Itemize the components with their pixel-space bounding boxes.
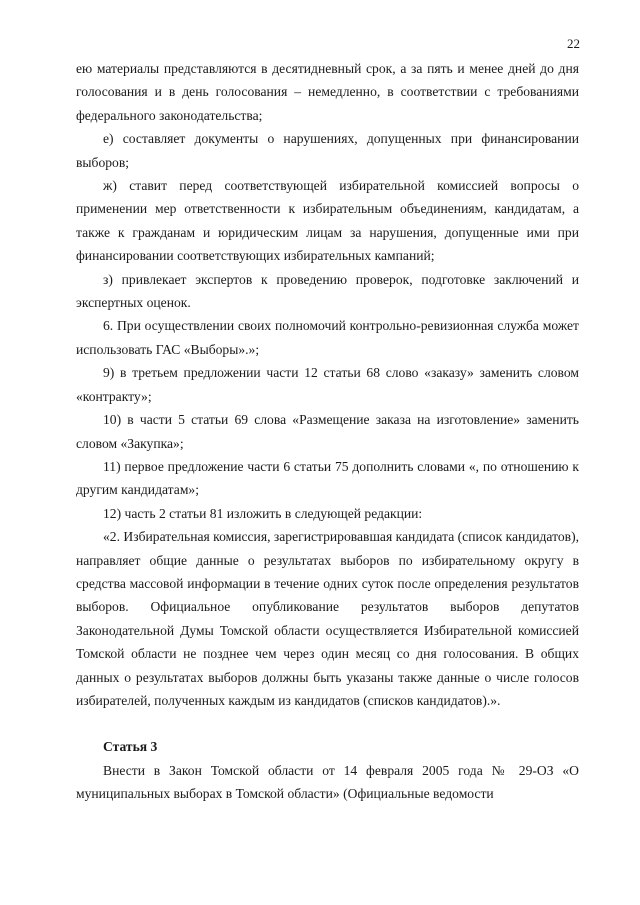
paragraph-quoted-part-2: «2. Избирательная комиссия, зарегистрировавшая кандидата (список кандидатов), направляет общие данные о результатах выборов по избирательному округу в средства массовой информации в течение одних суток после определения результатов выборов. Официальное опубликование результатов выборов депутатов Законодательной Думы Томской области осуществляется Избирательной комиссией Томской области не позднее чем через один месяц со дня голосования. В общих данных о результатах выборов должны быть указаны также данные о числе голосов избирателей, полученных каждым из кандидатов (списков кандидатов).». bbox=[76, 529, 579, 708]
paragraph-continuation: ею материалы представляются в десятидневный срок, а за пять и менее дней до дня голосования и в день голосования – немедленно, в соответствии с требованиями федерального законодательства; bbox=[76, 61, 579, 123]
paragraph-item-10: 10) в части 5 статьи 69 слова «Размещение заказа на изготовление» заменить словом «Закупка»; bbox=[76, 412, 579, 451]
paragraph-item-12: 12) часть 2 статьи 81 изложить в следующей редакции: bbox=[103, 505, 423, 521]
document-body bbox=[76, 57, 579, 806]
paragraph-item-9: 9) в третьем предложении части 12 статьи 68 слово «заказу» заменить словом «контракту»; bbox=[76, 365, 579, 404]
paragraph-part-6: 6. При осуществлении своих полномочий контрольно-ревизионная служба может использовать ГАС «Выборы».»; bbox=[76, 318, 579, 357]
paragraph-item-z: з) привлекает экспертов к проведению проверок, подготовке заключений и экспертных оценок. bbox=[76, 271, 579, 311]
paragraph-item-zh: ж) ставит перед соответствующей избирательной комиссией вопросы о применении мер ответственности к избирательным объединениям, кандидатам, а также к гражданам и юридическим лицам за нарушения, допущенные ими при финансировании соответствующих избирательных кампаний; bbox=[76, 178, 579, 264]
article-3-text: Внести в Закон Томской области от 14 февраля 2005 года № 29-ОЗ «О муниципальных выборах в Томской области» (Официальные ведомости bbox=[76, 762, 579, 802]
page-number: 22 bbox=[567, 36, 580, 51]
paragraph-item-e: е) составляет документы о нарушениях, допущенных при финансировании выборов; bbox=[76, 131, 579, 170]
article-heading: Статья 3 bbox=[103, 739, 158, 755]
paragraph-item-11: 11) первое предложение части 6 статьи 75 дополнить словами «, по отношению к другим кандидатам»; bbox=[76, 458, 579, 498]
